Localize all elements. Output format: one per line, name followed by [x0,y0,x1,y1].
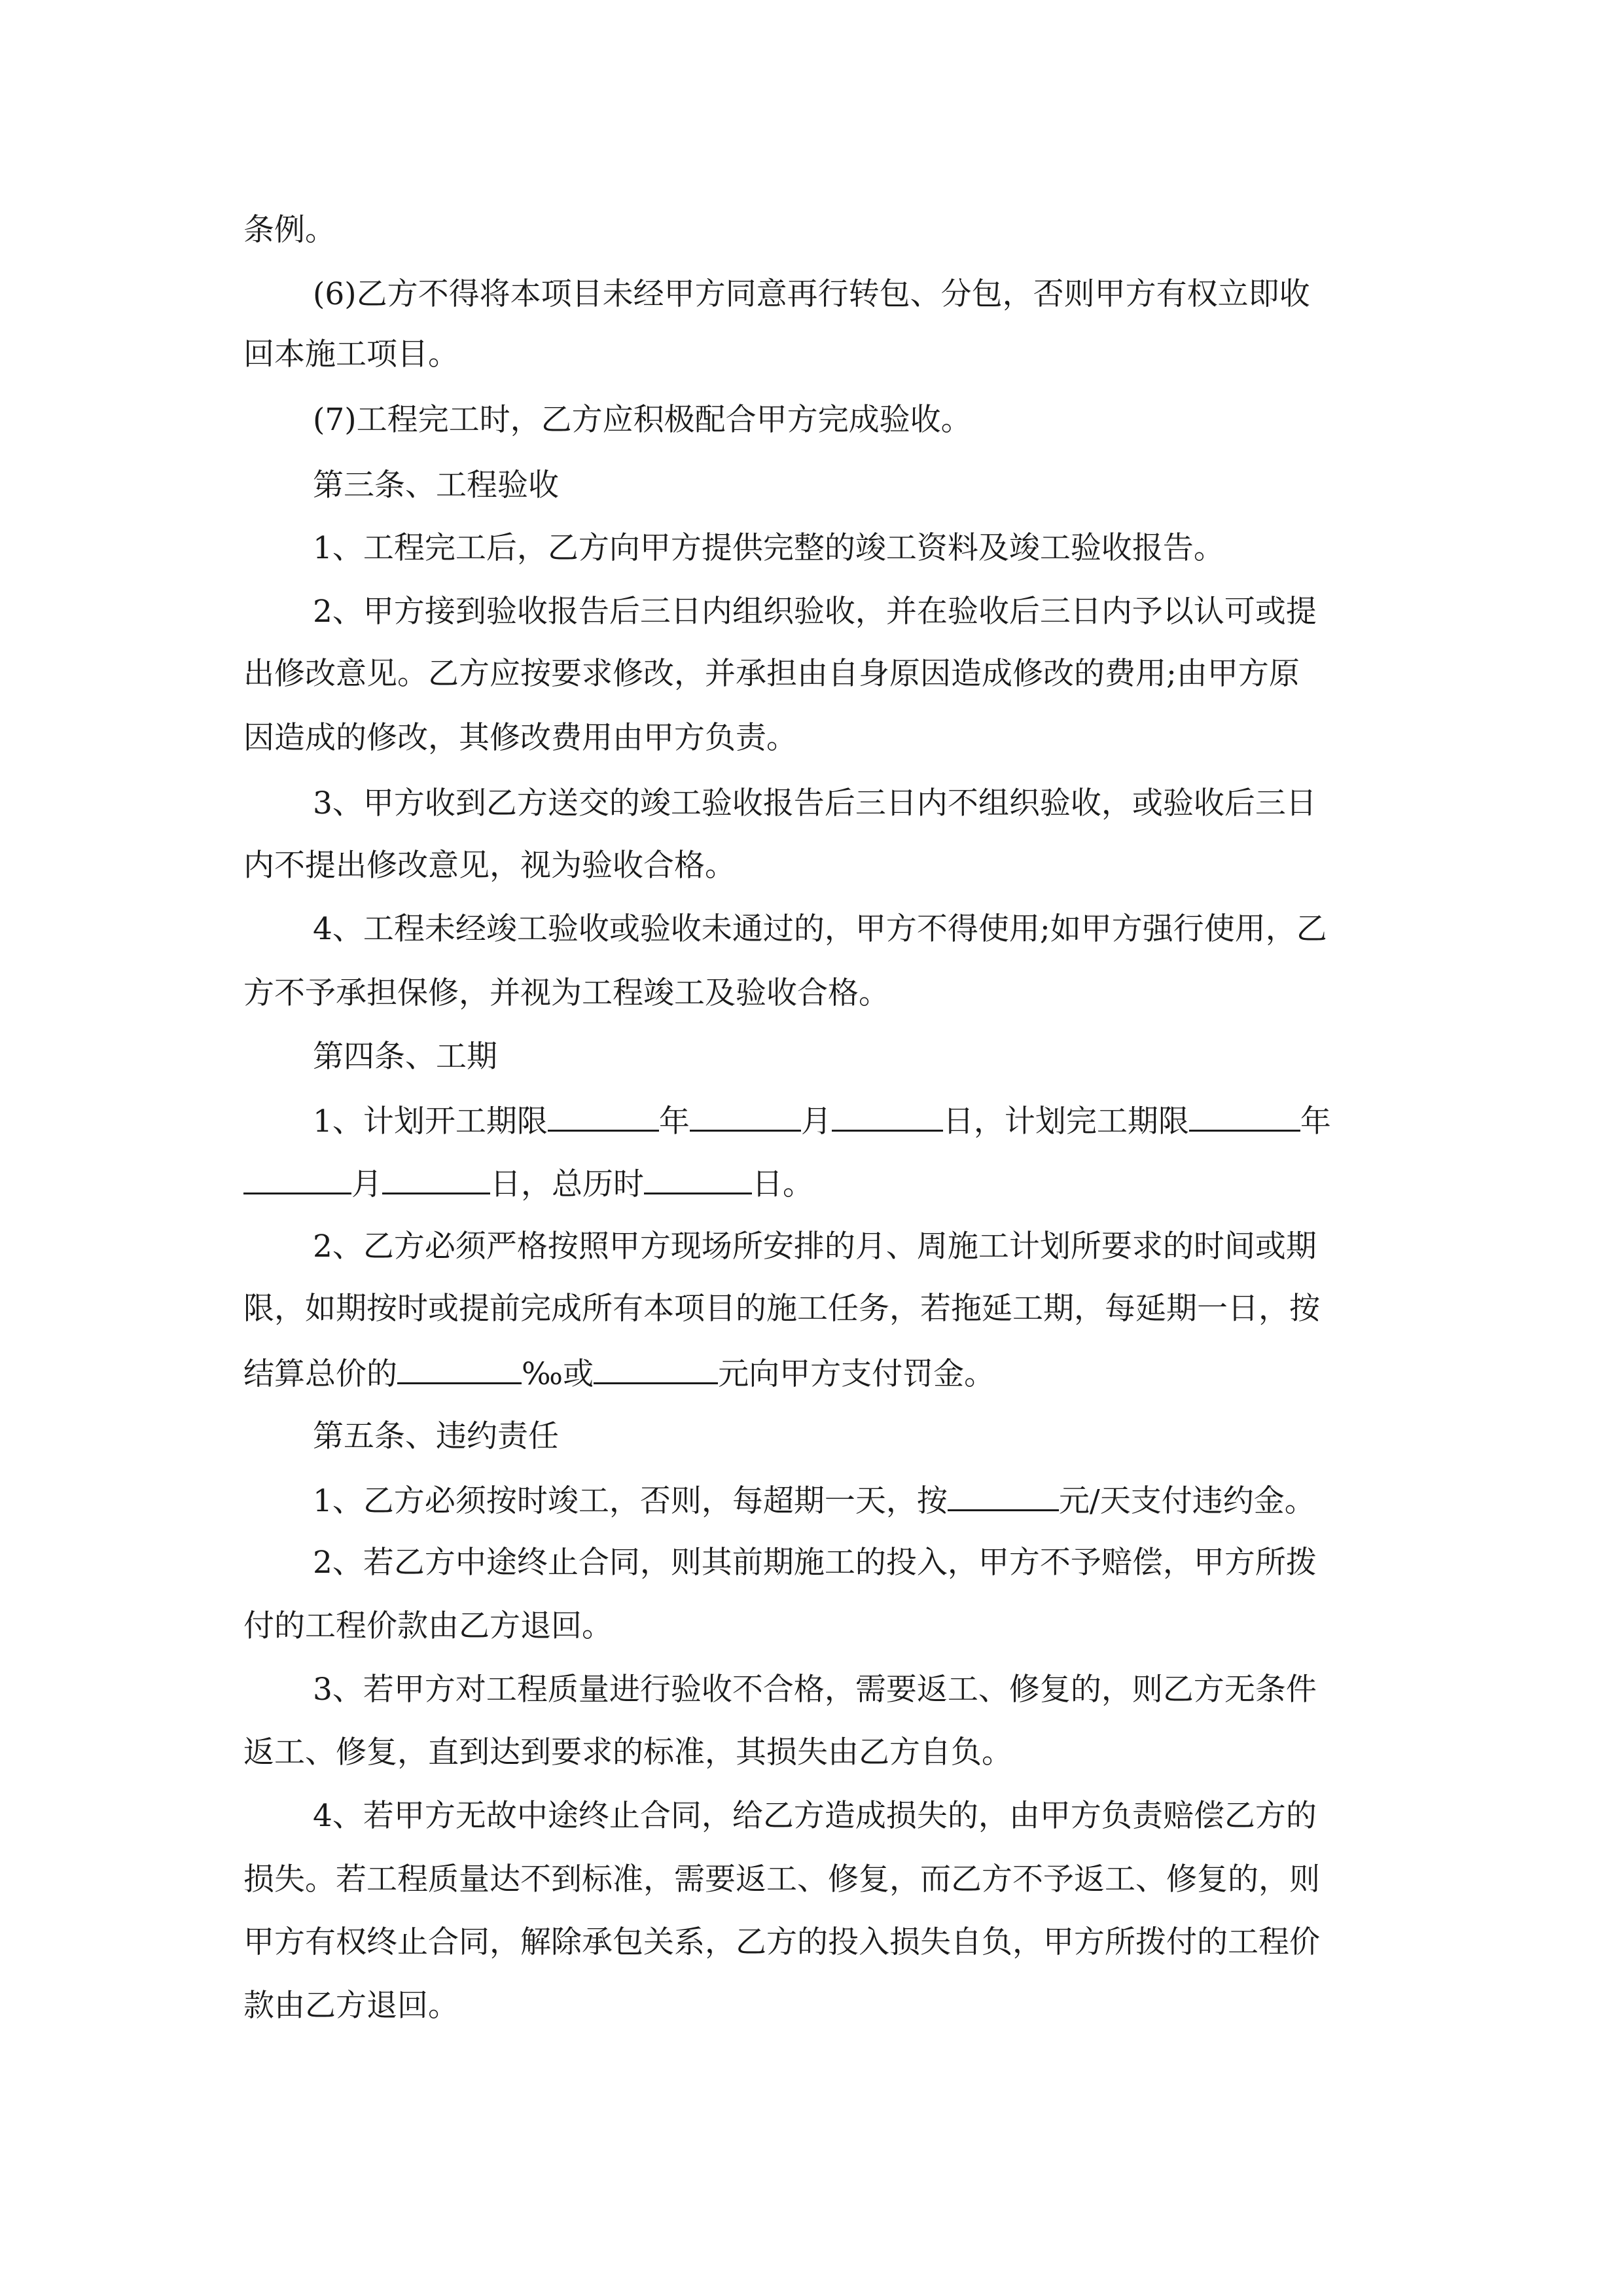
fill-in-blank[interactable] [644,1164,752,1194]
fill-in-blank[interactable] [690,1101,801,1132]
line-text: 年 [658,1103,690,1139]
line-text: 1、乙方必须按时竣工，否则，每超期一天，按 [313,1483,948,1519]
paragraph-line: 方不予承担保修，并视为工程竣工及验收合格。 [243,975,889,1011]
paragraph-line: (6)乙方不得将本项目未经甲方同意再行转包、分包，否则甲方有权立即收 [313,276,1310,312]
paragraph-line: 返工、修复，直到达到要求的标准，其损失由乙方自负。 [243,1734,1012,1770]
paragraph-line: 回本施工项目。 [243,336,459,372]
paragraph-line: 2、乙方必须严格按照甲方现场所安排的月、周施工计划所要求的时间或期 [313,1229,1317,1265]
paragraph-line [243,1164,813,1203]
paragraph-line: 内不提出修改意见，视为验收合格。 [243,848,736,884]
line-text: ‰或 [522,1356,594,1392]
section-heading: 第五条、违约责任 [313,1418,559,1454]
section-heading: 第三条、工程验收 [313,467,559,503]
line-text: 月 [351,1166,382,1202]
paragraph-line: 付的工程价款由乙方退回。 [243,1608,613,1644]
fill-in-blank[interactable] [948,1480,1059,1511]
paragraph-line: 2、若乙方中途终止合同，则其前期施工的投入，甲方不予赔偿，甲方所拨 [313,1545,1317,1581]
paragraph-line: (7)工程完工时，乙方应积极配合甲方完成验收。 [313,402,972,438]
line-text: 日，计划完工期限 [942,1103,1189,1139]
paragraph-line: 1、工程完工后，乙方向甲方提供完整的竣工资料及竣工验收报告。 [313,530,1224,566]
paragraph-line: 3、若甲方对工程质量进行验收不合格，需要返工、修复的，则乙方无条件 [313,1672,1317,1708]
fill-in-blank[interactable] [1189,1101,1300,1132]
fill-in-blank[interactable] [832,1101,943,1132]
paragraph-line: 2、甲方接到验收报告后三日内组织验收，并在验收后三日内予以认可或提 [313,594,1317,630]
paragraph-line [313,1480,1315,1520]
fill-in-blank[interactable] [594,1354,718,1384]
line-text: 1、计划开工期限 [313,1103,548,1139]
line-text: 元向甲方支付罚金。 [718,1356,995,1392]
line-text: 结算总价的 [243,1356,397,1392]
paragraph-line [243,1354,995,1393]
line-text: 日，总历时 [490,1166,644,1202]
paragraph-line [313,1101,1331,1140]
fill-in-blank[interactable] [548,1101,659,1132]
fill-in-blank[interactable] [382,1164,490,1194]
paragraph-line: 款由乙方退回。 [243,1988,459,2024]
paragraph-line: 3、甲方收到乙方送交的竣工验收报告后三日内不组织验收，或验收后三日 [313,785,1317,821]
fill-in-blank[interactable] [397,1354,522,1384]
paragraph-line: 限，如期按时或提前完成所有本项目的施工任务，若拖延工期，每延期一日，按 [243,1291,1320,1327]
line-text: 月 [800,1103,832,1139]
section-heading: 第四条、工期 [313,1039,497,1075]
line-text: 日。 [752,1166,813,1202]
paragraph-line: 损失。若工程质量达不到标准，需要返工、修复，而乙方不予返工、修复的，则 [243,1861,1320,1897]
line-text: 年 [1300,1103,1331,1139]
paragraph-line: 条例。 [243,212,336,248]
paragraph-line: 4、若甲方无故中途终止合同，给乙方造成损失的，由甲方负责赔偿乙方的 [313,1798,1317,1834]
line-text: 元/天支付违约金。 [1058,1483,1315,1519]
paragraph-line: 因造成的修改，其修改费用由甲方负责。 [243,720,797,756]
paragraph-line: 4、工程未经竣工验收或验收未通过的，甲方不得使用;如甲方强行使用，乙 [313,911,1327,947]
paragraph-line: 出修改意见。乙方应按要求修改，并承担由自身原因造成修改的费用;由甲方原 [243,656,1300,692]
paragraph-line: 甲方有权终止合同，解除承包关系，乙方的投入损失自负，甲方所拨付的工程价 [243,1924,1320,1960]
fill-in-blank[interactable] [243,1164,351,1194]
